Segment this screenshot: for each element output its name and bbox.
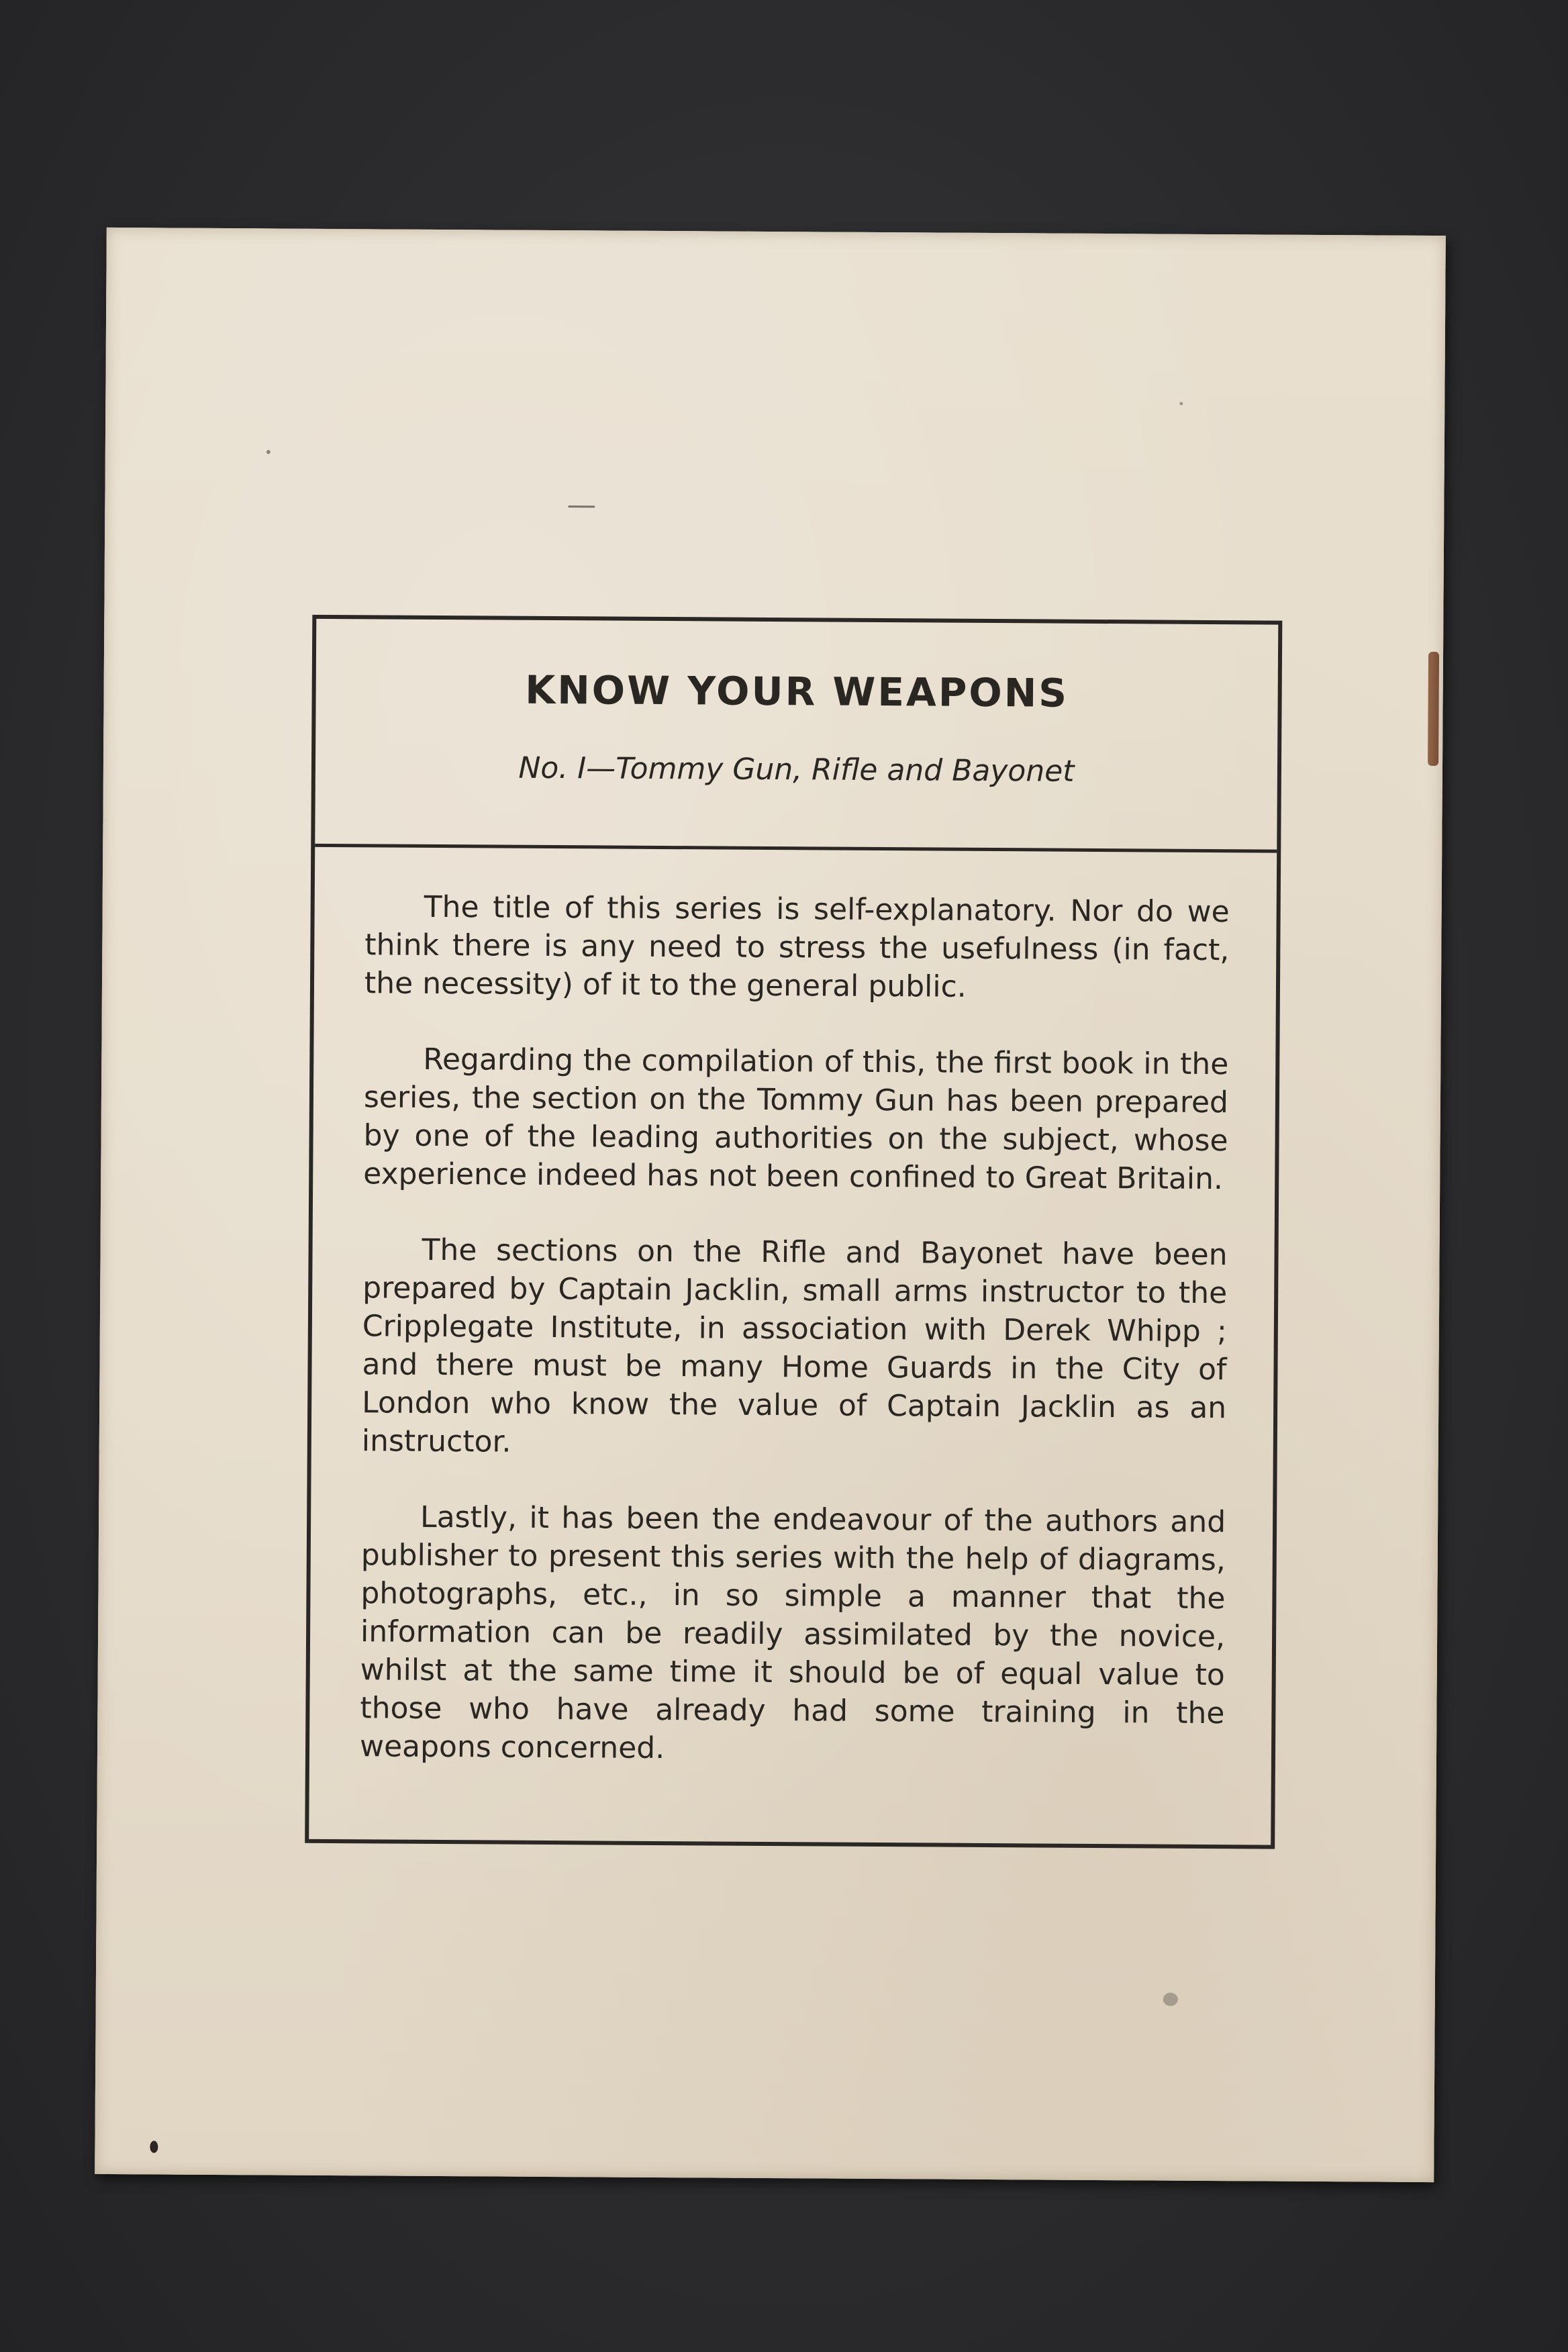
paper-speck xyxy=(150,2141,158,2153)
body-paragraph-2: Regarding the compilation of this, the first book in the series, the section on the Tommy Gun has been prepared by one of the leading authorities on the subject, whose experience indeed has not been confined to Great Britain. xyxy=(363,1042,1229,1197)
text-panel-body xyxy=(360,887,1230,1808)
text-panel-frame xyxy=(305,615,1282,1849)
text-panel-header xyxy=(315,619,1278,853)
paper-speck xyxy=(266,450,271,454)
paper-speck xyxy=(1163,1993,1178,2006)
booklet-subtitle: No. I—Tommy Gun, Rifle and Bayonet xyxy=(518,750,1075,789)
booklet-title: KNOW YOUR WEAPONS xyxy=(525,667,1069,716)
body-paragraph-1: The title of this series is self-explanatory. Nor do we think there is any need to stress the usefulness (in fact, the necessity) of it to the general public. xyxy=(364,889,1230,1004)
paper-speck xyxy=(568,505,595,507)
body-paragraph-3: The sections on the Rifle and Bayonet have been prepared by Captain Jacklin, small arms instructor to the Cripplegate Institute, in association with Derek Whipp ; and there must be many Home Guards in the City of London who know the value of Captain Jacklin as an instructor. xyxy=(361,1232,1228,1459)
rust-staple-mark xyxy=(1428,652,1439,766)
booklet-back-cover xyxy=(95,228,1446,2182)
body-paragraph-4: Lastly, it has been the endeavour of the authors and publisher to present this series with the help of diagrams, photographs, etc., in so simple a manner that the information can be readily assimilated by the novice, whilst at the same time it should be of equal value to those who have already had some training in the weapons concerned. xyxy=(359,1500,1226,1766)
paper-speck xyxy=(1179,402,1183,405)
